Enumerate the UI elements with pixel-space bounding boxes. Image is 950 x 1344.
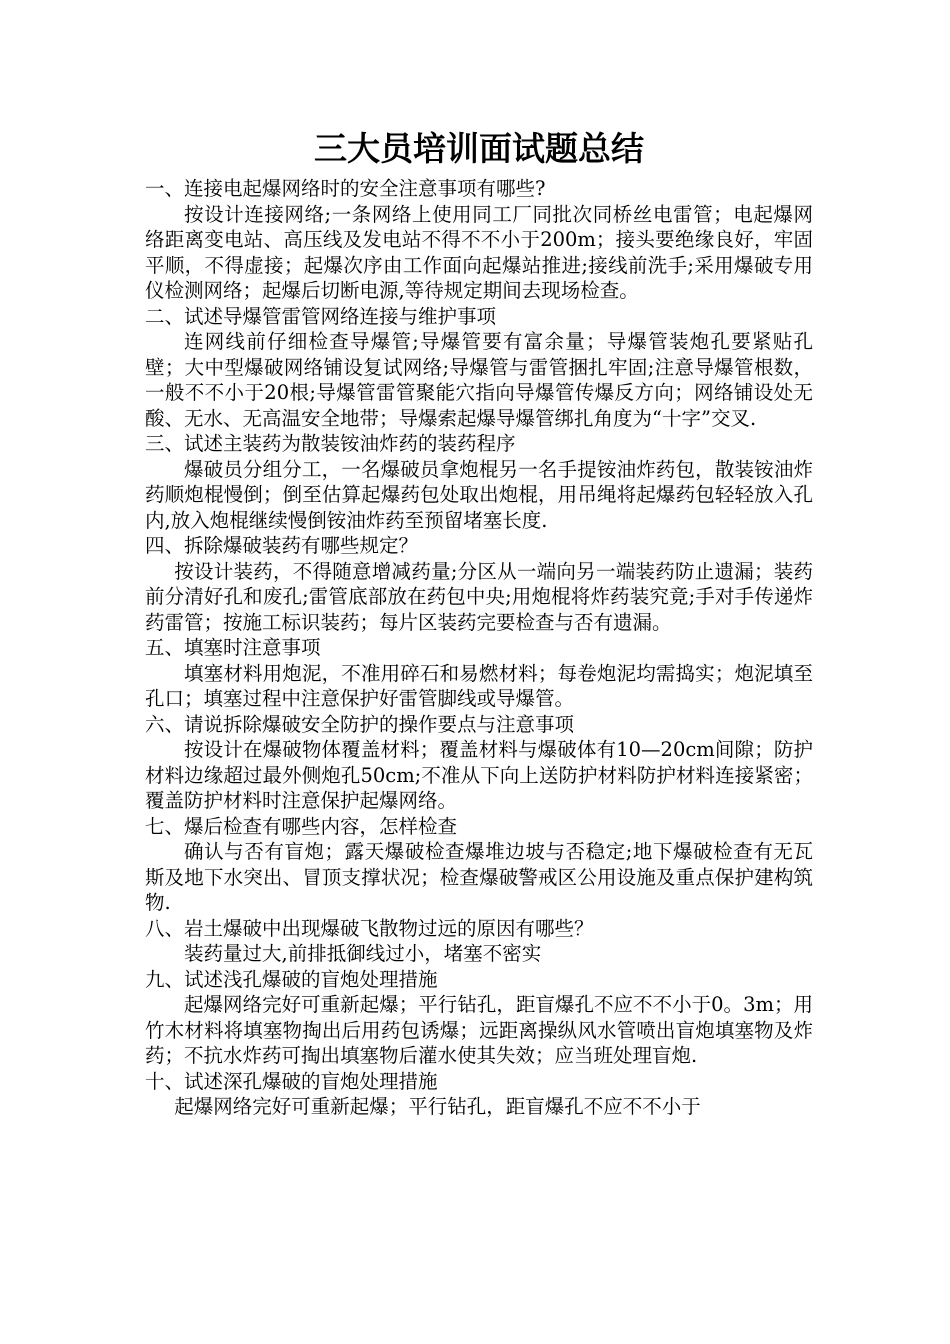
answer-2: 连网线前仔细检查导爆管;导爆管要有富余量；导爆管装炮孔要紧贴孔壁；大中型爆破网络铺设复试网络;导爆管与雷管捆扎牢固;注意导爆管根数，一般不不小于20根;导爆管雷管聚能穴指向导爆管传爆反方向；网络铺设处无酸、无水、无高温安全地带；导爆索起爆导爆管绑扎角度为“十字”交叉. [145,330,813,430]
document-body [145,126,813,1120]
answer-8: 装药量过大,前排抵御线过小，堵塞不密实 [184,942,542,965]
question-5: 五、填塞时注意事项 [145,636,321,659]
answer-3: 爆破员分组分工，一名爆破员拿炮棍另一名手提铵油炸药包，散装铵油炸药顺炮棍慢倒；倒至估算起爆药包处取出炮棍，用吊绳将起爆药包轻轻放入孔内,放入炮棍继续慢倒铵油炸药至预留堵塞长度. [145,457,813,532]
answer-5: 填塞材料用炮泥，不准用碎石和易燃材料；每卷炮泥均需捣实；炮泥填至孔口；填塞过程中注意保护好雷管脚线或导爆管。 [145,661,813,710]
question-6: 六、请说拆除爆破安全防护的操作要点与注意事项 [145,712,575,736]
answer-9: 起爆网络完好可重新起爆；平行钻孔，距盲爆孔不应不不小于0。3m；用竹木材料将填塞物掏出后用药包诱爆；远距离操纵风水管喷出盲炮填塞物及炸药；不抗水炸药可掏出填塞物后灌水使其失效；应当班处理盲炮. [145,993,813,1067]
answer-4: 按设计装药，不得随意增减药量;分区从一端向另一端装药防止遗漏；装药前分清好孔和废孔;雷管底部放在药包中央;用炮棍将炸药装究竟;手对手传递炸药雷管；按施工标识装药；每片区装药完要检查与否有遗漏。 [145,559,813,634]
answer-10: 起爆网络完好可重新起爆；平行钻孔，距盲爆孔不应不不小于 [174,1095,701,1118]
question-4: 四、拆除爆破装药有哪些规定？ [145,534,419,557]
question-1: 一、连接电起爆网络时的安全注意事项有哪些? [145,177,546,200]
answer-7: 确认与否有盲炮；露天爆破检查爆堆边坡与否稳定;地下爆破检查有无瓦斯及地下水突出、冒顶支撑状况；检查爆破警戒区公用设施及重点保护建构筑物. [145,840,813,914]
document-title: 三大员培训面试题总结 [314,129,644,168]
question-2: 二、试述导爆管雷管网络连接与维护事项 [145,304,497,328]
answer-1: 按设计连接网络;一条网络上使用同工厂同批次同桥丝电雷管；电起爆网络距离变电站、高压线及发电站不得不不小于200m；接头要绝缘良好，牢固平顺，不得虚接；起爆次序由工作面向起爆站推进;接线前洗手;采用爆破专用仪检测网络；起爆后切断电源,等待规定期间去现场检查。 [145,202,813,302]
question-3: 三、试述主装药为散装铵油炸药的装药程序 [145,432,516,455]
question-7: 七、爆后检查有哪些内容，怎样检查 [145,814,458,838]
question-10: 十、试述深孔爆破的盲炮处理措施 [145,1069,438,1093]
question-9: 九、试述浅孔爆破的盲炮处理措施 [145,967,438,991]
question-8: 八、岩土爆破中出现爆破飞散物过远的原因有哪些？ [145,916,594,940]
answer-6: 按设计在爆破物体覆盖材料；覆盖材料与爆破体有10—20cm间隙；防护材料边缘超过最外侧炮孔50cm;不准从下向上送防护材料防护材料连接紧密；覆盖防护材料时注意保护起爆网络。 [145,738,813,812]
